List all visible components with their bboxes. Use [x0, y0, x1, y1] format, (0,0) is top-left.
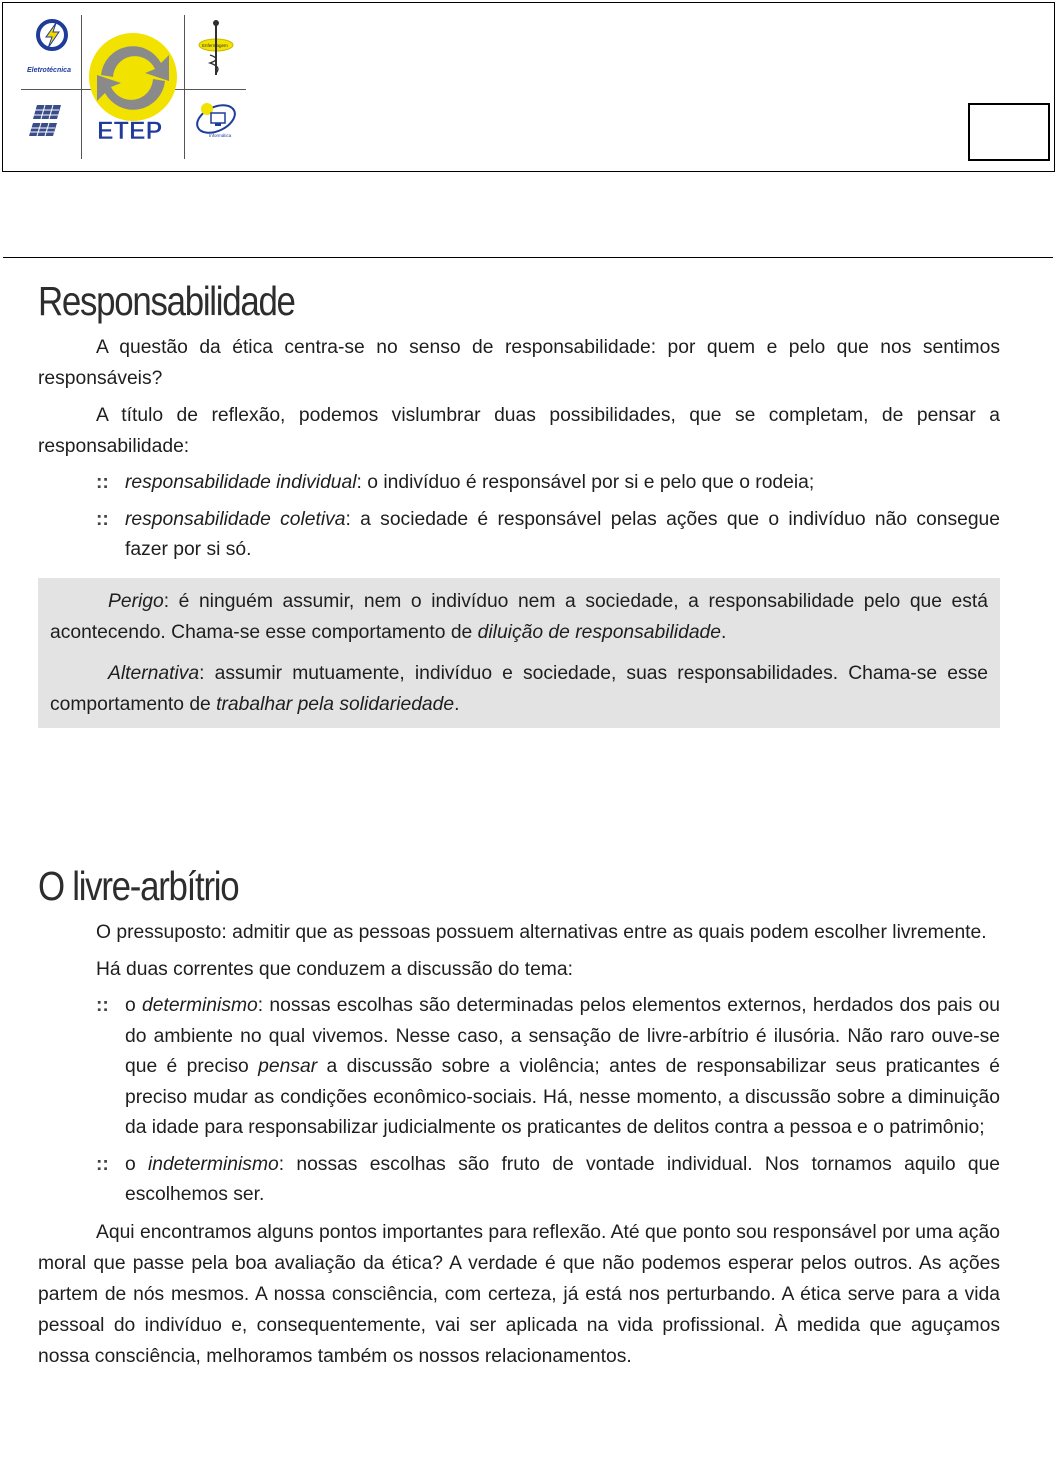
- perigo-text: : é ninguém assumir, nem o indivíduo nem a sociedade, a responsabilidade pelo que está acontecendo. Chama-se esse comportamento de: [50, 590, 988, 643]
- list-text: a discussão sobre a violência; antes de responsabilizar seus praticantes é preciso mudar as condições econômico-sociais. Há, nesse momento, a discussão sobre a diminuição da idade para responsabilizar judicialmente os praticantes de delitos contra a pessoa e o patrimônio;: [125, 1056, 1000, 1138]
- bullet-marker: ::: [96, 1153, 109, 1175]
- list-term: determinismo: [142, 995, 258, 1016]
- section-livre-arbitrio: [38, 855, 1000, 1372]
- list-item: [38, 468, 1000, 499]
- list-text: : a sociedade é responsável pelas ações que o indivíduo não consegue fazer por si só.: [125, 508, 1000, 560]
- logo-graphic: [21, 15, 246, 159]
- bullet-marker: ::: [96, 472, 109, 493]
- etep-logo: [21, 15, 246, 159]
- list-item: [38, 505, 1000, 566]
- section-responsabilidade: [38, 270, 1000, 728]
- eletrotecnica-label: Eletrotécnica: [27, 67, 71, 74]
- paragraph-perigo: [50, 586, 988, 648]
- bullet-marker: ::: [96, 508, 109, 530]
- paragraph: A questão da ética centra-se no senso de responsabilidade: por quem e pelo que nos sentimos responsáveis?: [38, 337, 1000, 389]
- solar-panel-icon: [29, 105, 61, 136]
- perigo-emphasis: diluição de responsabilidade: [477, 621, 721, 643]
- page-number-box: [968, 103, 1050, 161]
- header-rule: [3, 257, 1053, 258]
- etep-swirl-icon: [89, 33, 177, 121]
- paragraph: A título de reflexão, podemos vislumbrar duas possibilidades, que se completam, de pensar a responsabilidade:: [38, 405, 1000, 457]
- section-title: O livre-arbítrio: [38, 863, 239, 909]
- enfermagem-label: Enfermagem: [202, 43, 228, 48]
- list-term: indeterminismo: [148, 1153, 279, 1175]
- list-term: responsabilidade coletiva: [125, 508, 346, 530]
- section-title: Responsabilidade: [38, 278, 295, 324]
- list-item: [38, 991, 1000, 1144]
- list-text: : nossas escolhas são determinadas pelos elementos externos, herdados dos pais ou do ambiente no qual vivemos. Nesse caso, a sensação de livre-arbítrio é ilusória. Não raro ouve-se que é preciso: [125, 995, 1000, 1077]
- alternativa-text: : assumir mutuamente, indivíduo e sociedade, suas responsabilidades. Chama-se esse comportamento de: [50, 662, 988, 715]
- list-text: o: [125, 1153, 148, 1175]
- informatica-label: Informática: [209, 133, 232, 138]
- lightning-icon: [38, 21, 66, 49]
- list-term: responsabilidade individual: [125, 472, 357, 493]
- paragraph: Há duas correntes que conduzem a discussão do tema:: [96, 959, 573, 980]
- list-text: : nossas escolhas são fruto de vontade individual. Nos tornamos aquilo que escolhemos ser.: [125, 1153, 1000, 1205]
- alternativa-emphasis: trabalhar pela solidariedade: [216, 693, 455, 715]
- bullet-list: [38, 991, 1000, 1211]
- list-text: o: [125, 995, 143, 1016]
- paragraph-alternativa: [50, 658, 988, 720]
- paragraph: O pressuposto: admitir que as pessoas possuem alternativas entre as quais podem escolher livremente.: [96, 922, 987, 943]
- perigo-term: Perigo: [108, 590, 164, 612]
- perigo-end: .: [721, 621, 727, 643]
- bullet-marker: ::: [96, 995, 109, 1016]
- list-emphasis: pensar: [258, 1056, 318, 1077]
- alternativa-end: .: [454, 693, 460, 715]
- etep-label: ETEP: [97, 117, 163, 145]
- list-text: : o indivíduo é responsável por si e pelo que o rodeia;: [356, 472, 815, 493]
- paragraph: Aqui encontramos alguns pontos importantes para reflexão. Até que ponto sou responsável por uma ação moral que passe pela boa avaliação da ética? A verdade é que não podemos esperar pelos outros. As ações partem de nós mesmos. A nossa consciência, com certeza, já está nos perturbando. A ética serve para a vida pessoal do indivíduo e, consequentemente, vai ser aplicada na vida profissional. À medida que aguçamos nossa consciência, melhoramos também os nossos relacionamentos.: [38, 1221, 1000, 1367]
- list-item: [38, 1150, 1000, 1211]
- alternativa-term: Alternativa: [108, 662, 200, 684]
- page-header: [2, 2, 1055, 172]
- highlight-box: [38, 578, 1000, 728]
- bullet-list: [38, 468, 1000, 566]
